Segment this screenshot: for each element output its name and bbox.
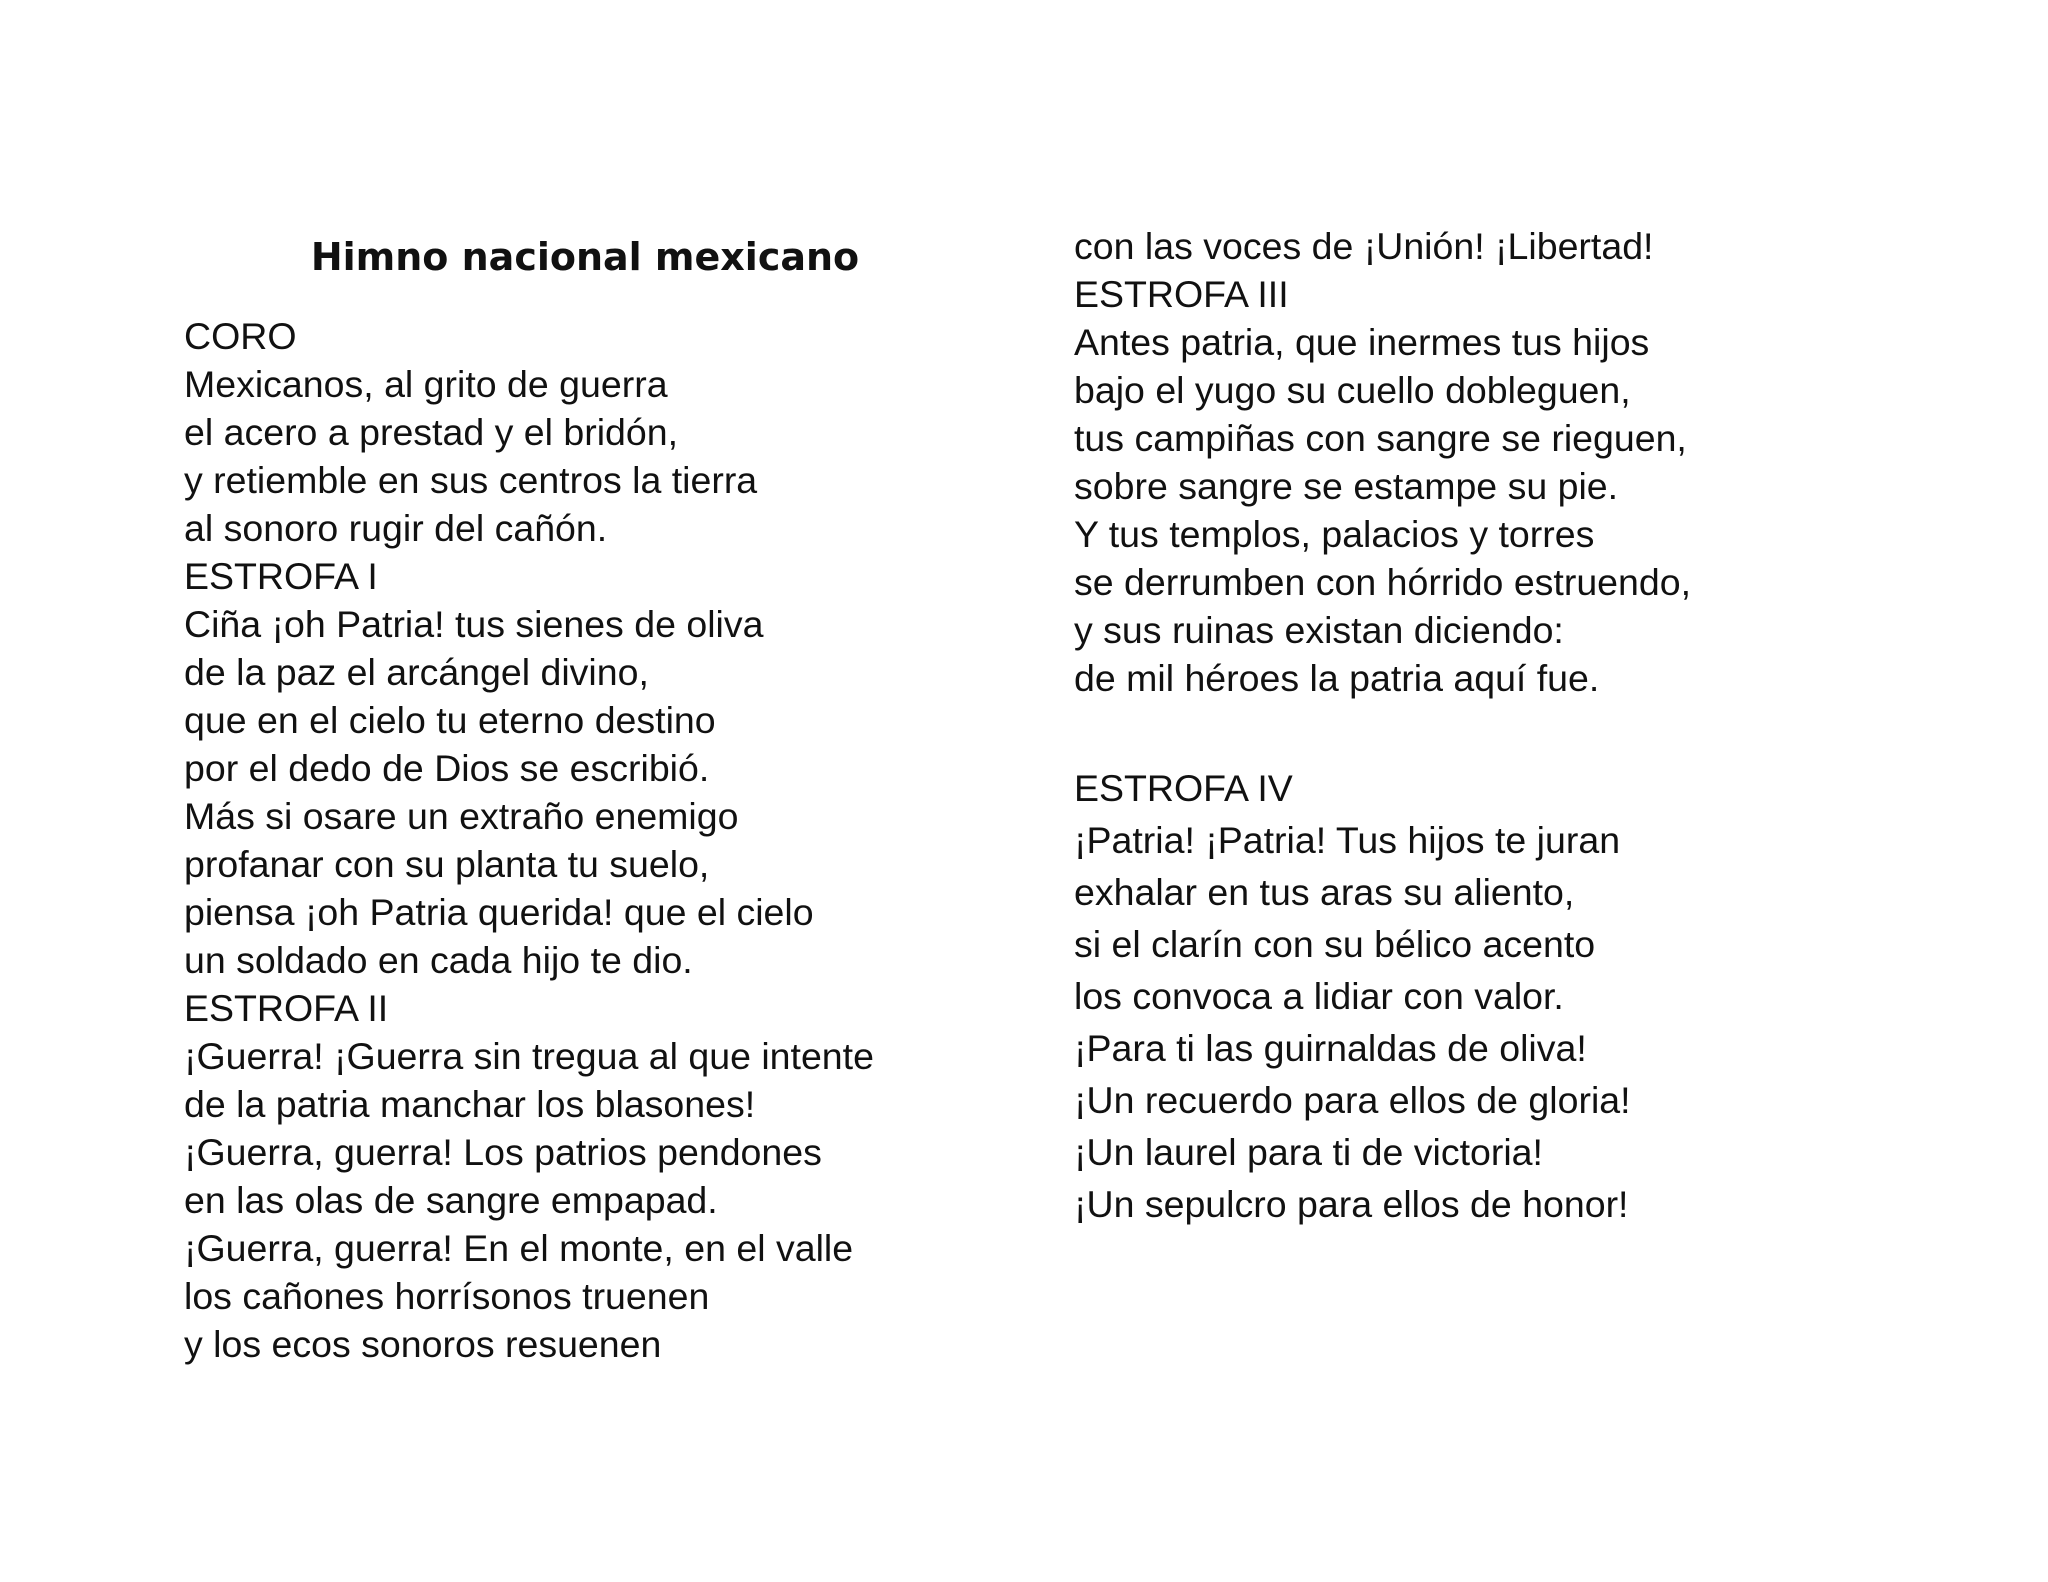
lyric-line: ESTROFA II — [184, 987, 389, 1029]
lyric-line: se derrumben con hórrido estruendo, — [1074, 561, 1692, 603]
page-title: Himno nacional mexicano — [310, 235, 860, 279]
lyric-line: piensa ¡oh Patria querida! que el cielo — [184, 891, 814, 933]
lyric-line: tus campiñas con sangre se rieguen, — [1074, 417, 1687, 459]
lyric-line: de la paz el arcángel divino, — [184, 651, 649, 693]
lyric-line: Y tus templos, palacios y torres — [1074, 513, 1595, 555]
lyric-line: exhalar en tus aras su aliento, — [1074, 871, 1575, 913]
lyric-line: Más si osare un extraño enemigo — [184, 795, 739, 837]
lyric-line: ¡Un sepulcro para ellos de honor! — [1074, 1183, 1629, 1225]
lyric-line: Ciña ¡oh Patria! tus sienes de oliva — [184, 603, 764, 645]
lyric-line: Antes patria, que inermes tus hijos — [1074, 321, 1650, 363]
lyric-line: CORO — [184, 315, 297, 357]
stanza-gap — [1074, 702, 1974, 762]
right-lyrics-part-b — [1074, 762, 1974, 1230]
lyric-line: y sus ruinas existan diciendo: — [1074, 609, 1564, 651]
lyric-line: ESTROFA IV — [1074, 767, 1293, 809]
lyric-line: que en el cielo tu eterno destino — [184, 699, 716, 741]
lyric-line: ¡Para ti las guirnaldas de oliva! — [1074, 1027, 1587, 1069]
lyric-line: con las voces de ¡Unión! ¡Libertad! — [1074, 225, 1654, 267]
lyric-line: ¡Patria! ¡Patria! Tus hijos te juran — [1074, 819, 1621, 861]
lyric-line: el acero a prestad y el bridón, — [184, 411, 679, 453]
lyric-line: profanar con su planta tu suelo, — [184, 843, 710, 885]
title-row — [0, 222, 1170, 292]
lyric-line: al sonoro rugir del cañón. — [184, 507, 608, 549]
lyric-line: por el dedo de Dios se escribió. — [184, 747, 710, 789]
lyric-line: ¡Guerra, guerra! Los patrios pendones — [184, 1131, 822, 1173]
lyric-line: los convoca a lidiar con valor. — [1074, 975, 1564, 1017]
right-column — [1074, 222, 1974, 1230]
lyric-line: ¡Un recuerdo para ellos de gloria! — [1074, 1079, 1631, 1121]
lyric-line: sobre sangre se estampe su pie. — [1074, 465, 1619, 507]
lyric-line: ESTROFA I — [184, 555, 378, 597]
lyric-line: bajo el yugo su cuello dobleguen, — [1074, 369, 1631, 411]
right-lyrics-part-a — [1074, 222, 1974, 702]
lyric-line: ¡Un laurel para ti de victoria! — [1074, 1131, 1543, 1173]
lyric-line: y los ecos sonoros resuenen — [184, 1323, 662, 1365]
lyric-line: ESTROFA III — [1074, 273, 1289, 315]
lyric-line: de mil héroes la patria aquí fue. — [1074, 657, 1600, 699]
lyric-line: ¡Guerra! ¡Guerra sin tregua al que intente — [184, 1035, 874, 1077]
lyric-line: ¡Guerra, guerra! En el monte, en el valle — [184, 1227, 854, 1269]
lyric-line: y retiemble en sus centros la tierra — [184, 459, 758, 501]
lyric-line: en las olas de sangre empapad. — [184, 1179, 718, 1221]
lyric-line: Mexicanos, al grito de guerra — [184, 363, 668, 405]
left-lyrics — [184, 312, 874, 1368]
lyric-line: de la patria manchar los blasones! — [184, 1083, 756, 1125]
lyric-line: los cañones horrísonos truenen — [184, 1275, 710, 1317]
lyric-line: un soldado en cada hijo te dio. — [184, 939, 693, 981]
lyric-line: si el clarín con su bélico acento — [1074, 923, 1596, 965]
